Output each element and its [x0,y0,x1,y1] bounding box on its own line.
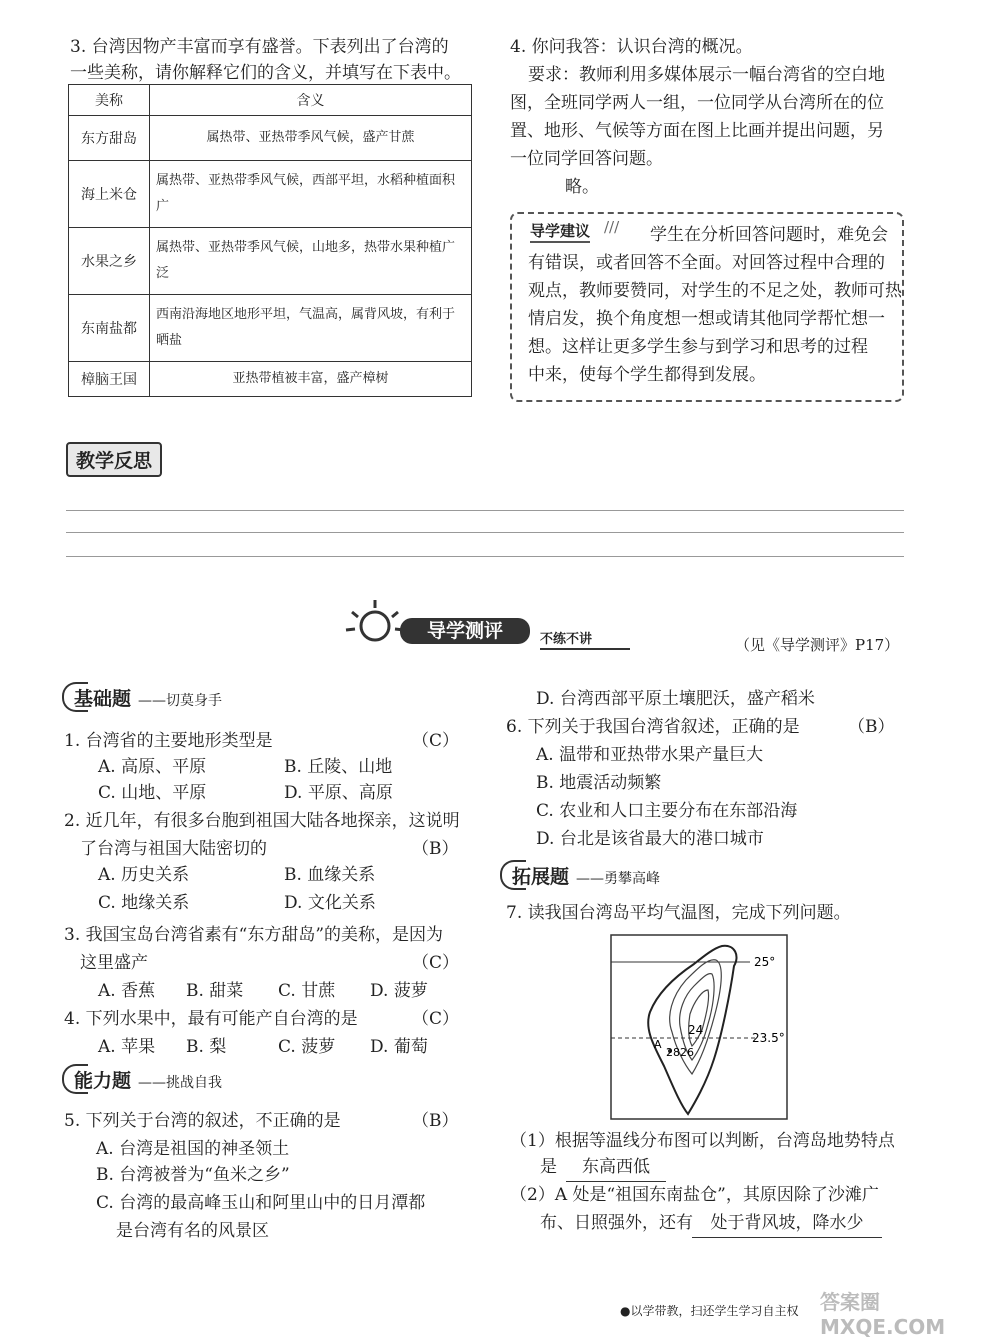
q4-line: 置、地形、气候等方面在图上比画并提出问题，另 [510,121,884,141]
q2-answer: （B） [412,839,459,859]
suggestion-line: 有错误，或者回答不全面。对回答过程中合理的 [528,253,885,273]
q5-option-b: B. 台湾被誉为“鱼米之乡” [96,1165,290,1185]
table-cell-name: 水果之乡 [69,228,150,295]
footer-slogan: ●以学带教，扫还学生学习自主权 [620,1304,799,1318]
q7-sub2-answer: 处于背风坡，降水少 [692,1210,882,1238]
q3-option-d: D. 菠萝 [370,981,428,1001]
sunburst-icon [340,596,410,652]
banner-title: 导学测评 [400,618,530,644]
q7-sub1-answer: 东高西低 [566,1154,666,1182]
hatch-icon: /// [604,218,620,236]
q6-stem: 6. 下列关于我国台湾省叙述，正确的是 [506,717,800,737]
isotherm-2826-label: 2826 [666,1046,694,1059]
suggestion-line: 学生在分析回答问题时，难免会 [650,225,888,245]
q5-stem: 5. 下列关于台湾的叙述，不正确的是 [64,1111,341,1131]
q1-option-b: B. 丘陵、山地 [284,757,393,777]
q5-option-c: C. 台湾的最高峰玉山和阿里山中的日月潭都 [96,1193,426,1213]
table-row [69,362,472,397]
q5-option-a: A. 台湾是祖国的神圣领土 [96,1139,290,1159]
table-header-row [69,85,472,116]
table-row [69,228,472,295]
q4-option-b: B. 梨 [186,1037,227,1057]
q6-option-a: A. 温带和亚热带水果产量巨大 [536,745,764,765]
q7-sub2-prefix: 布、日照强外，还有 [540,1213,693,1233]
q7-sub2: （2）A 处是“祖国东南盐仓”，其原因除了沙滩广 [510,1185,879,1205]
q7-sub1-prefix: 是 [540,1157,557,1177]
q3-line2: 一些美称，请你解释它们的含义，并填写在下表中。 [70,63,461,83]
table-header-meaning: 含义 [150,85,472,116]
q4-line: 图，全班同学两人一组，一位同学从台湾所在的位 [510,93,884,113]
suggestion-line: 想。这样让更多学生参与到学习和思考的过程 [528,337,868,357]
writing-line [66,510,904,511]
q4-title: 4. 你问我答：认识台湾的概况。 [510,37,753,57]
taiwan-isotherm-map [610,934,790,1124]
q4-option-c: C. 菠萝 [278,1037,336,1057]
q2-stem-cont: 了台湾与祖国大陆密切的 [80,839,267,859]
watermark-logo: 答案圈 MXQE.COM [820,1290,946,1339]
banner-reference: （见《导学测评》P17） [735,636,900,654]
q3-option-b: B. 甜菜 [186,981,244,1001]
q4-stem: 4. 下列水果中，最有可能产自台湾的是 [64,1009,358,1029]
q3-option-c: C. 甘蔗 [278,981,336,1001]
basic-subtitle: ——切莫身手 [138,693,222,709]
q6-option-c: C. 农业和人口主要分布在东部沿海 [536,801,798,821]
table-cell-meaning: 属热带、亚热带季风气候，西部平坦，水稻种植面积广 [150,161,472,228]
q7-stem: 7. 读我国台湾岛平均气温图，完成下列问题。 [506,903,851,923]
q7-sub1: （1）根据等温线分布图可以判断，台湾岛地势特点 [510,1131,895,1151]
q6-option-d: D. 台北是该省最大的港口城市 [536,829,764,849]
suggestion-line: 观点，教师要赞同，对学生的不足之处，教师可热 [528,281,902,301]
reflection-heading: 教学反思 [66,442,162,477]
banner-slogan: 不练不讲 [540,632,593,647]
q3-option-a: A. 香蕉 [98,981,156,1001]
lat-25-label: 25° [754,955,776,969]
table-cell-meaning: 属热带、亚热带季风气候，山地多，热带水果种植广泛 [150,228,472,295]
suggestion-line: 情启发，换个角度想一想或请其他同学帮忙想一 [528,309,885,329]
table-cell-name: 东南盐都 [69,295,150,362]
q1-option-c: C. 山地、平原 [98,783,207,803]
q2-option-a: A. 历史关系 [98,865,190,885]
q5-option-c-cont: 是台湾有名的风景区 [116,1221,269,1241]
extend-subtitle: ——勇攀高峰 [576,871,660,887]
q1-option-d: D. 平原、高原 [284,783,393,803]
q1-stem: 1. 台湾省的主要地形类型是 [64,731,273,751]
writing-line [66,556,904,557]
banner-rule [540,648,630,650]
q4-option-d: D. 葡萄 [370,1037,428,1057]
q4-option-a: A. 苹果 [98,1037,156,1057]
q3-stem: 3. 我国宝岛台湾省素有“东方甜岛”的美称，是因为 [64,925,444,945]
writing-line [66,532,904,533]
basic-title: 基础题 [74,688,132,710]
q4-line: 一位同学回答问题。 [510,149,663,169]
lat-23-5-label: 23.5° [752,1031,785,1045]
table-cell-name: 海上米仓 [69,161,150,228]
suggestion-line: 中来，使每个学生都得到发展。 [528,365,766,385]
ability-title: 能力题 [74,1070,132,1092]
q1-answer: （C） [412,731,460,751]
q2-option-d: D. 文化关系 [284,893,376,913]
q2-option-c: C. 地缘关系 [98,893,190,913]
table-row [69,161,472,228]
table-cell-meaning: 亚热带植被丰富，盛产樟树 [150,362,472,397]
suggestion-label: 导学建议 [530,220,590,243]
table-cell-name: 东方甜岛 [69,116,150,161]
table-cell-meaning: 属热带、亚热带季风气候，盛产甘蔗 [150,116,472,161]
q2-option-b: B. 血缘关系 [284,865,376,885]
point-a-label: A [654,1038,662,1051]
q5-option-d: D. 台湾西部平原土壤肥沃，盛产稻米 [536,689,815,709]
q3-line1: 3. 台湾因物产丰富而享有盛誉。下表列出了台湾的 [70,37,449,57]
q6-option-b: B. 地震活动频繁 [536,773,662,793]
q6-answer: （B） [848,717,895,737]
q3-answer: （C） [412,953,460,973]
q5-answer: （B） [412,1111,459,1131]
q3-stem-cont: 这里盛产 [80,953,148,973]
q4-line: 要求：教师利用多媒体展示一幅台湾省的空白地 [528,65,885,85]
q4-answer: （C） [412,1009,460,1029]
q2-stem: 2. 近几年，有很多台胞到祖国大陆各地探亲，这说明 [64,811,460,831]
names-table [68,84,472,397]
ability-subtitle: ——挑战自我 [138,1075,222,1091]
table-cell-meaning: 西南沿海地区地形平坦，气温高，属背风坡，有利于晒盐 [150,295,472,362]
table-row [69,116,472,161]
table-header-name: 美称 [69,85,150,116]
q4-answer: 略。 [565,177,599,197]
table-cell-name: 樟脑王国 [69,362,150,397]
table-row [69,295,472,362]
isotherm-24-label: 24 [688,1023,704,1037]
q1-option-a: A. 高原、平原 [98,757,207,777]
extend-title: 拓展题 [512,866,570,888]
